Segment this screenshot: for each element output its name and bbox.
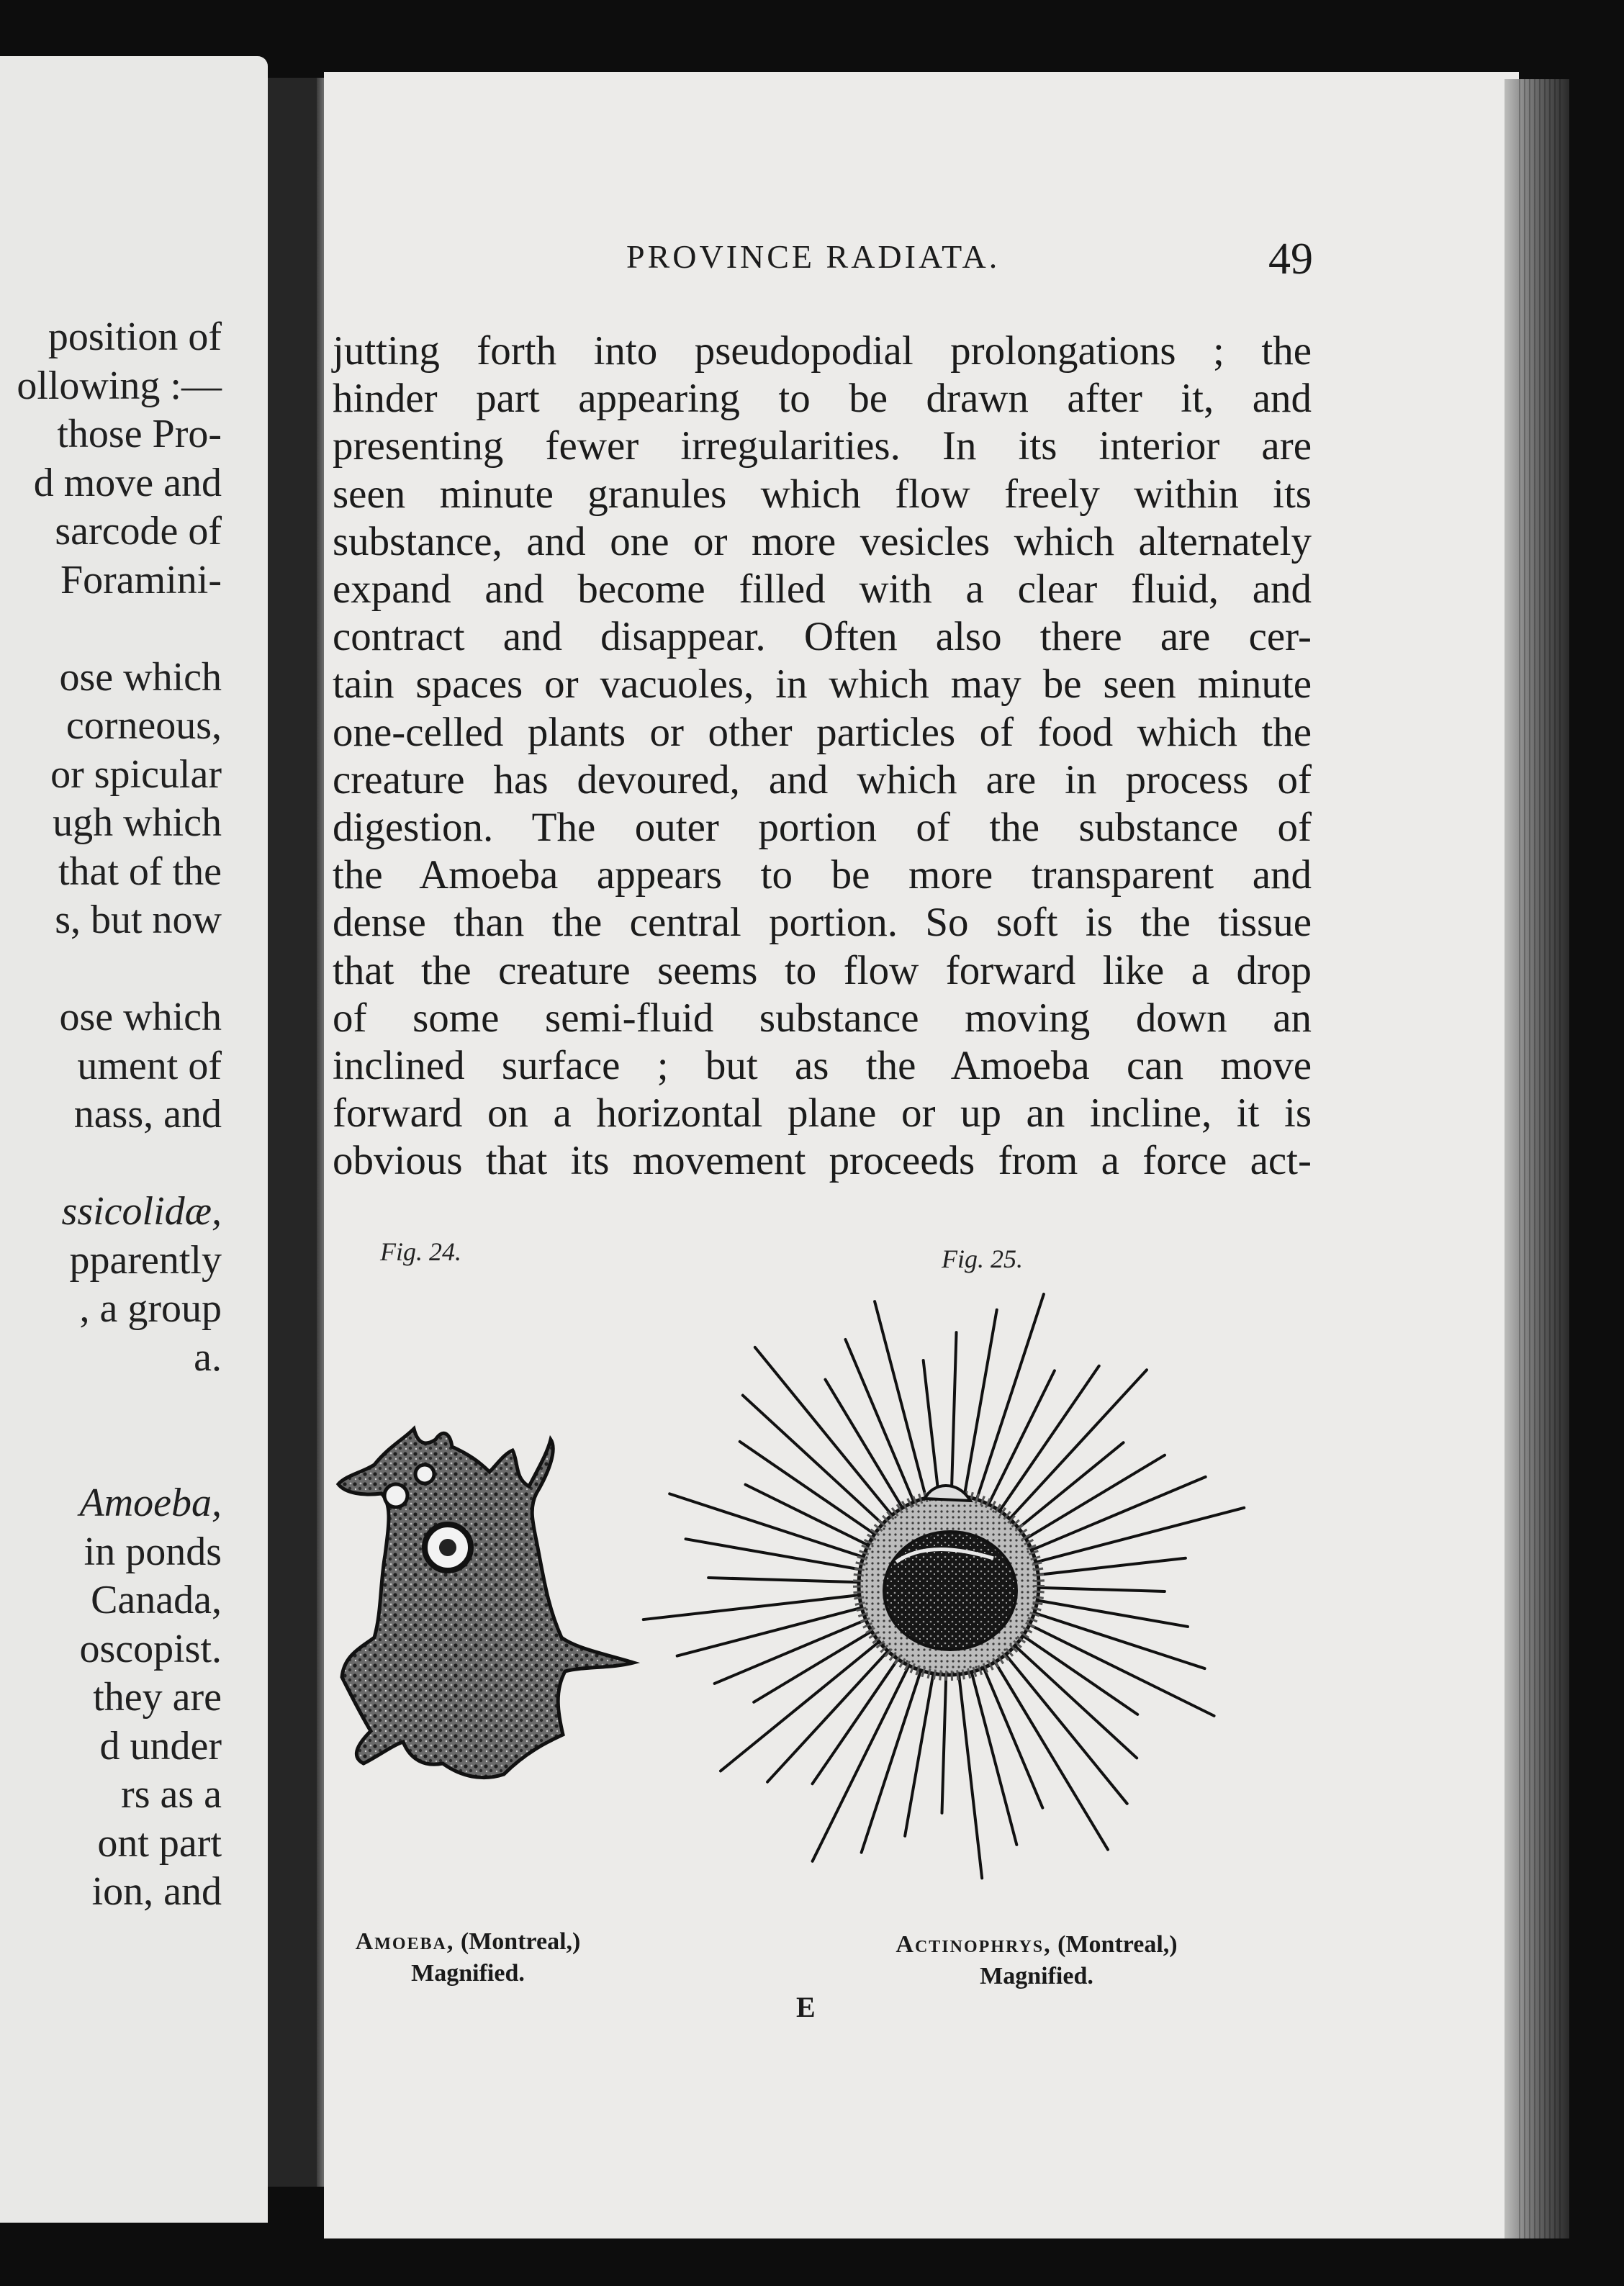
body-line: obvious that its movement proceeds from a force act- [333, 1138, 1312, 1184]
figure-25-caption-note: Magnified. [980, 1963, 1093, 1989]
left-page-line: that of the [58, 849, 222, 894]
body-line: hinder part appearing to be drawn after it, and [333, 376, 1312, 422]
pseudopod-ray [1011, 1370, 1147, 1517]
left-page-line: s, but now [55, 898, 222, 942]
body-line: digestion. The outer portion of the substance of [333, 805, 1312, 850]
pseudopod-ray [1032, 1626, 1214, 1716]
left-page-line: ont part [97, 1820, 222, 1866]
left-page-line: nass, and [73, 1092, 222, 1137]
body-line: that the creature seems to flow forward like a drop [333, 947, 1312, 993]
figure-25-caption-name: Actinophrys, [896, 1931, 1052, 1958]
left-page-line: ose which [59, 995, 222, 1039]
pseudopod-ray [813, 1661, 897, 1784]
figure-24-caption-place: (Montreal,) [460, 1928, 581, 1955]
pseudopod-ray [1028, 1455, 1165, 1537]
left-page-line: position of [48, 315, 222, 359]
figure-24-label: Fig. 24. [380, 1237, 461, 1266]
body-line: forward on a horizontal plane or up an incline, it is [333, 1090, 1312, 1137]
figure-24-caption-name: Amoeba, [355, 1928, 455, 1955]
body-line: tain spaces or vacuoles, in which may be seen minute [333, 661, 1312, 708]
body-line: one-celled plants or other particles of food which the [333, 709, 1312, 755]
left-page-line: Canada, [91, 1578, 222, 1622]
pseudopod-ray [755, 1347, 890, 1514]
left-page-line: those Pro- [57, 412, 222, 456]
figure-24-caption [310, 1926, 626, 1989]
pseudopod-ray [677, 1608, 860, 1655]
left-page-line: ssicolidæ, [61, 1189, 222, 1234]
left-page-line: a. [194, 1334, 222, 1380]
pseudopod-ray [965, 1310, 997, 1494]
left-page-line: sarcode of [55, 509, 222, 554]
pseudopod-ray [924, 1360, 939, 1494]
left-page-line: d under [99, 1723, 222, 1768]
body-line: inclined surface ; but as the Amoeba can move [333, 1043, 1312, 1088]
body-line: of some semi-fluid substance moving down an [333, 995, 1312, 1041]
pseudopod-ray [1041, 1588, 1165, 1591]
left-page-line: ose which [59, 654, 222, 700]
figure-24-caption-note: Magnified. [411, 1960, 525, 1987]
pseudopod-ray [959, 1676, 982, 1878]
pseudopod-ray [972, 1674, 1016, 1845]
body-line: expand and become filled with a clear fluid, and [333, 566, 1312, 612]
pseudopod-ray [1040, 1558, 1186, 1575]
signature-mark: E [796, 1991, 816, 2023]
left-page-line: in ponds [84, 1529, 222, 1574]
pseudopod-ray [905, 1676, 933, 1836]
body-line: substance, and one or more vesicles which alternately [333, 518, 1312, 564]
left-page-line: ugh which [53, 800, 222, 845]
left-page-line: pparently [69, 1237, 222, 1283]
left-page-line: corneous, [66, 703, 222, 748]
left-page-line: ument of [77, 1043, 222, 1088]
body-line: seen minute granules which flow freely within its [333, 471, 1312, 517]
left-page-line: ion, and [91, 1869, 222, 1914]
left-page-line: oscopist. [79, 1626, 222, 1671]
pseudopod-ray [686, 1539, 858, 1569]
figure-25-label: Fig. 25. [942, 1244, 1023, 1273]
pseudopod-ray [669, 1494, 861, 1556]
figure-25-caption-place: (Montreal,) [1057, 1931, 1178, 1958]
pseudopod-ray [996, 1664, 1108, 1850]
left-page-line: rs as a [121, 1772, 222, 1817]
left-page-line: they are [93, 1675, 222, 1720]
left-page-line: Foramini- [60, 557, 222, 602]
pseudopod-ray [1020, 1442, 1123, 1527]
pseudopod-ray [952, 1332, 957, 1493]
pseudopod-ray [721, 1643, 878, 1771]
pseudopod-ray [942, 1677, 946, 1813]
figure-25-caption [835, 1929, 1238, 1992]
left-page-line: d move and [33, 460, 222, 505]
left-page-line: Amoeba, [79, 1481, 222, 1525]
left-page-line: or spicular [50, 751, 222, 797]
body-line: jutting forth into pseudopodial prolongations ; the [333, 328, 1312, 374]
body-line: presenting fewer irregularities. In its interior are [333, 423, 1312, 469]
pseudopod-ray [708, 1578, 857, 1582]
left-page-line: , a group [79, 1286, 222, 1331]
left-page-line: ollowing :— [17, 363, 222, 408]
body-line: contract and disappear. Often also there are cer- [333, 614, 1312, 660]
pseudopod-ray [845, 1339, 913, 1500]
running-head: PROVINCE RADIATA. [626, 238, 1001, 275]
pseudopod-ray [1034, 1477, 1206, 1549]
pseudopod-ray [978, 1294, 1044, 1497]
page-number: 49 [1268, 235, 1313, 284]
body-line: dense than the central portion. So soft is the tissue [333, 900, 1312, 946]
body-line: creature has devoured, and which are in process of [333, 756, 1312, 803]
body-line: the Amoeba appears to be more transparent and [333, 852, 1312, 898]
